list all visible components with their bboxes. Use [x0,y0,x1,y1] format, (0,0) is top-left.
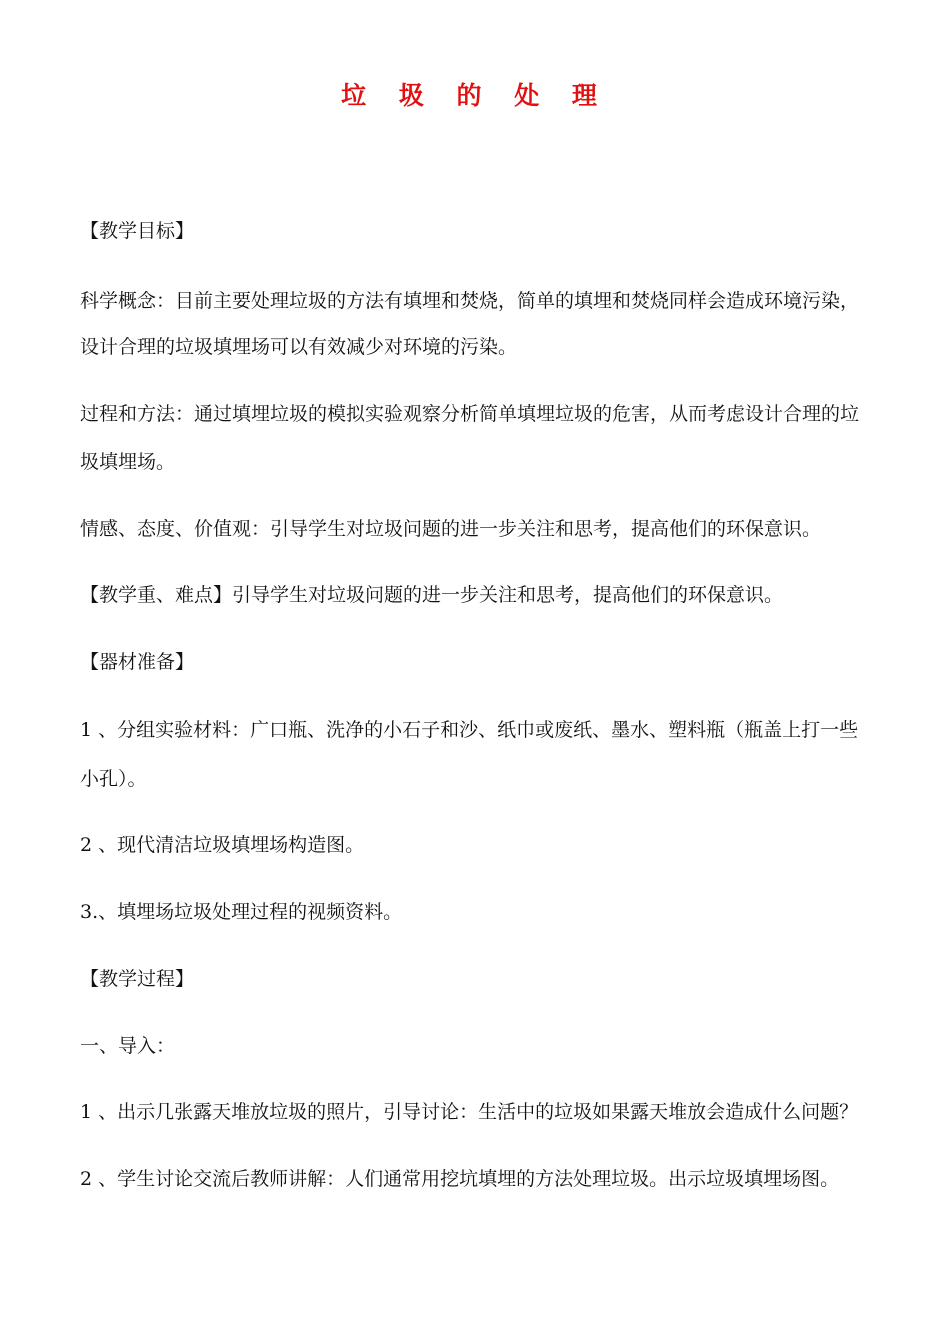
process-heading: 【教学过程】 [80,968,195,990]
objective-attitude: 情感、态度、价值观：引导学生对垃圾问题的进一步关注和思考，提高他们的环保意识。 [80,518,822,540]
objective-process-line-2: 圾填埋场。 [80,451,176,473]
material-item-2: 2 、现代清洁垃圾填埋场构造图。 [80,834,365,856]
objectives-heading: 【教学目标】 [80,220,195,242]
key-points-paragraph: 【教学重、难点】引导学生对垃圾问题的进一步关注和思考，提高他们的环保意识。 [80,584,784,606]
materials-heading: 【器材准备】 [80,651,195,673]
page-title: 垃 圾 的 处 理 [341,81,609,110]
objective-science-line-2: 设计合理的垃圾填埋场可以有效减少对环境的污染。 [80,336,518,358]
material-item-3: 3.、填埋场垃圾处理过程的视频资料。 [80,901,403,923]
objective-process-line-1: 过程和方法：通过填埋垃圾的模拟实验观察分析简单填埋垃圾的危害，从而考虑设计合理的垃 [80,403,860,425]
material-item-1-line-2: 小孔）。 [80,768,147,790]
process-step-2: 2 、学生讨论交流后教师讲解：人们通常用挖坑填埋的方法处理垃圾。出示垃圾填埋场图。 [80,1168,840,1190]
section-1-heading: 一、导入： [80,1035,176,1057]
process-step-1: 1 、出示几张露天堆放垃圾的照片，引导讨论：生活中的垃圾如果露天堆放会造成什么问题？ [80,1101,859,1123]
objective-science-line-1: 科学概念：目前主要处理垃圾的方法有填埋和焚烧，简单的填埋和焚烧同样会造成环境污染， [80,290,860,312]
material-item-1-line-1: 1 、分组实验材料：广口瓶、洗净的小石子和沙、纸巾或废纸、墨水、塑料瓶（瓶盖上打一些 [80,719,859,741]
